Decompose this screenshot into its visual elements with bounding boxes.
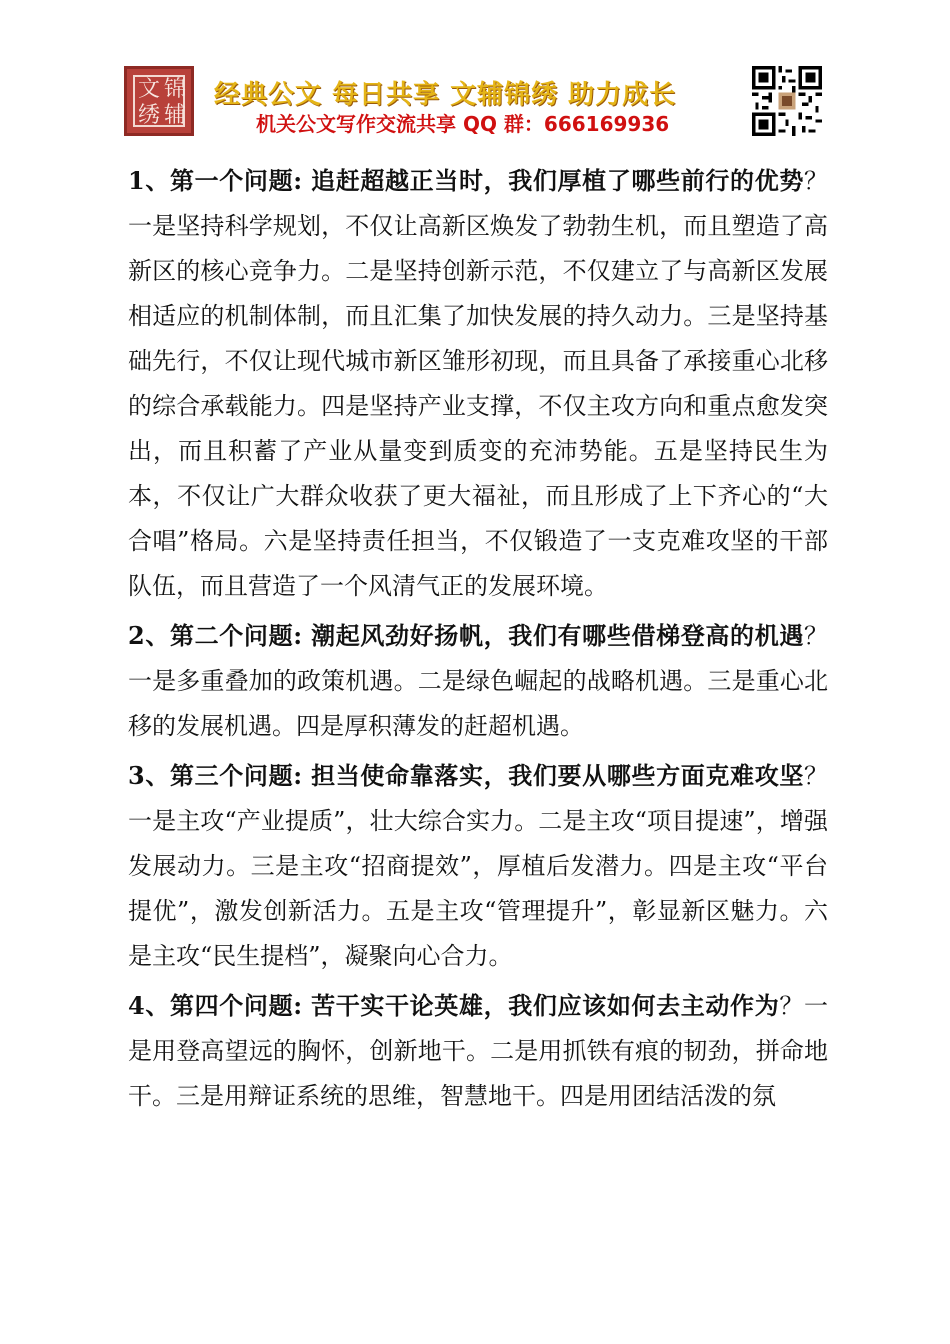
seal-glyph: 绣 [137,103,160,128]
header-slogan: 经典公文 每日共享 文辅锦绣 助力成长 [214,80,677,110]
seal-glyph: 文 [137,77,160,102]
question-title: 4、第四个问题: 苦干实干论英雄，我们应该如何去主动作为 [128,991,780,1020]
question-mark: ？ [804,622,828,650]
question-mark: ？ [804,167,828,195]
question-title: 2、第二个问题: 潮起风劲好扬帆，我们有哪些借梯登高的机遇 [128,621,804,650]
qr-code-icon [752,66,822,136]
seal-glyph: 辅 [163,103,186,128]
question-mark: ？ [804,762,828,790]
header-subtitle: 机关公文写作交流共享 QQ 群：666169936 [256,112,670,136]
answer-text: 一是用登高望远的胸怀，创新地干。二是用抓铁有痕的韧劲，拼命地干。三是用辩证系统的思维，智慧地干。四是用团结活泼的氛 [128,992,829,1110]
question-mark: ？ [779,992,805,1020]
question-title: 1、第一个问题: 追赶超越正当时，我们厚植了哪些前行的优势 [128,166,804,195]
question-title: 3、第三个问题: 担当使命靠落实，我们要从哪些方面克难攻坚 [128,761,804,790]
answer-text: 一是主攻“产业提质”，壮大综合实力。二是主攻“项目提速”，增强发展动力。三是主攻“招商提效”，厚植后发潜力。四是主攻“平台提优”，激发创新活力。五是主攻“管理提升”，彰显新区魅力。六是主攻“民生提档”，凝聚向心合力。 [128,807,828,970]
document-body [128,154,828,1119]
answer-text: 一是多重叠加的政策机遇。二是绿色崛起的战略机遇。三是重心北移的发展机遇。四是厚积薄发的赶超机遇。 [128,667,828,740]
seal-glyph: 锦 [163,77,186,102]
question-paragraph [128,753,828,979]
seal-logo-icon [124,66,194,136]
question-paragraph [128,613,828,749]
question-paragraph [128,983,828,1119]
answer-text: 一是坚持科学规划，不仅让高新区焕发了勃勃生机，而且塑造了高新区的核心竞争力。二是坚持创新示范，不仅建立了与高新区发展相适应的机制体制，而且汇集了加快发展的持久动力。三是坚持基础先行，不仅让现代城市新区雏形初现，而且具备了承接重心北移的综合承载能力。四是坚持产业支撑，不仅主攻方向和重点愈发突出，而且积蓄了产业从量变到质变的充沛势能。五是坚持民生为本，不仅让广大群众收获了更大福祉，而且形成了上下齐心的“大合唱”格局。六是坚持责任担当，不仅锻造了一支克难攻坚的干部队伍，而且营造了一个风清气正的发展环境。 [128,212,828,600]
question-paragraph [128,158,828,609]
page-header [0,0,950,150]
